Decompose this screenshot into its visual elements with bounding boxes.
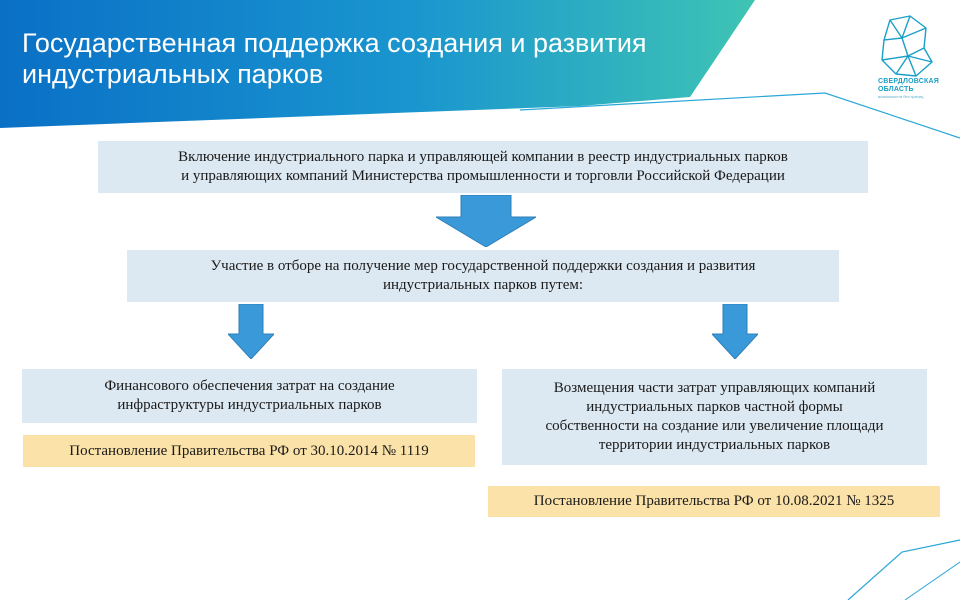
financing-infrastructure-line-1: Финансового обеспечения затрат на создание [104, 378, 395, 394]
registry-inclusion-line-2: и управляющих компаний Министерства промышленности и торговли Российской Федерации [181, 168, 785, 184]
logo-text [878, 78, 948, 100]
page-title-line-2: индустриальных парков [22, 59, 324, 89]
decree-1325-label: Постановление Правительства РФ от 10.08.2021 № 1325 [488, 486, 940, 517]
page-title [22, 28, 722, 90]
registry-inclusion-box [98, 141, 868, 193]
financing-infrastructure-line-2: инфраструктуры индустриальных парков [117, 397, 382, 413]
selection-participation-line-1: Участие в отборе на получение мер государственной поддержки создания и развития [210, 258, 756, 274]
decree-1119-label: Постановление Правительства РФ от 30.10.2014 № 1119 [23, 435, 475, 467]
page-title-line-1: Государственная поддержка создания и развития [22, 28, 647, 58]
selection-participation-box [127, 250, 839, 302]
logo-tagline: возможности без границ [878, 94, 924, 99]
down-arrow-right-icon [712, 304, 758, 359]
financing-infrastructure-box [22, 369, 477, 423]
cost-compensation-box [502, 369, 927, 465]
cost-compensation-line-1: Возмещения части затрат управляющих компаний [553, 380, 876, 396]
registry-inclusion-line-1: Включение индустриального парка и управляющей компании в реестр индустриальных парков [178, 149, 788, 165]
cost-compensation-line-2: индустриальных парков частной формы [586, 399, 843, 415]
logo-name: СВЕРДЛОВСКАЯ ОБЛАСТЬ [878, 78, 939, 93]
down-arrow-left-icon [228, 304, 274, 359]
cost-compensation-line-3: собственности на создание или увеличение площади [545, 418, 884, 434]
cost-compensation-line-4: территории индустриальных парков [598, 437, 831, 453]
down-arrow-icon [436, 195, 536, 247]
selection-participation-line-2: индустриальных парков путем: [382, 277, 584, 293]
